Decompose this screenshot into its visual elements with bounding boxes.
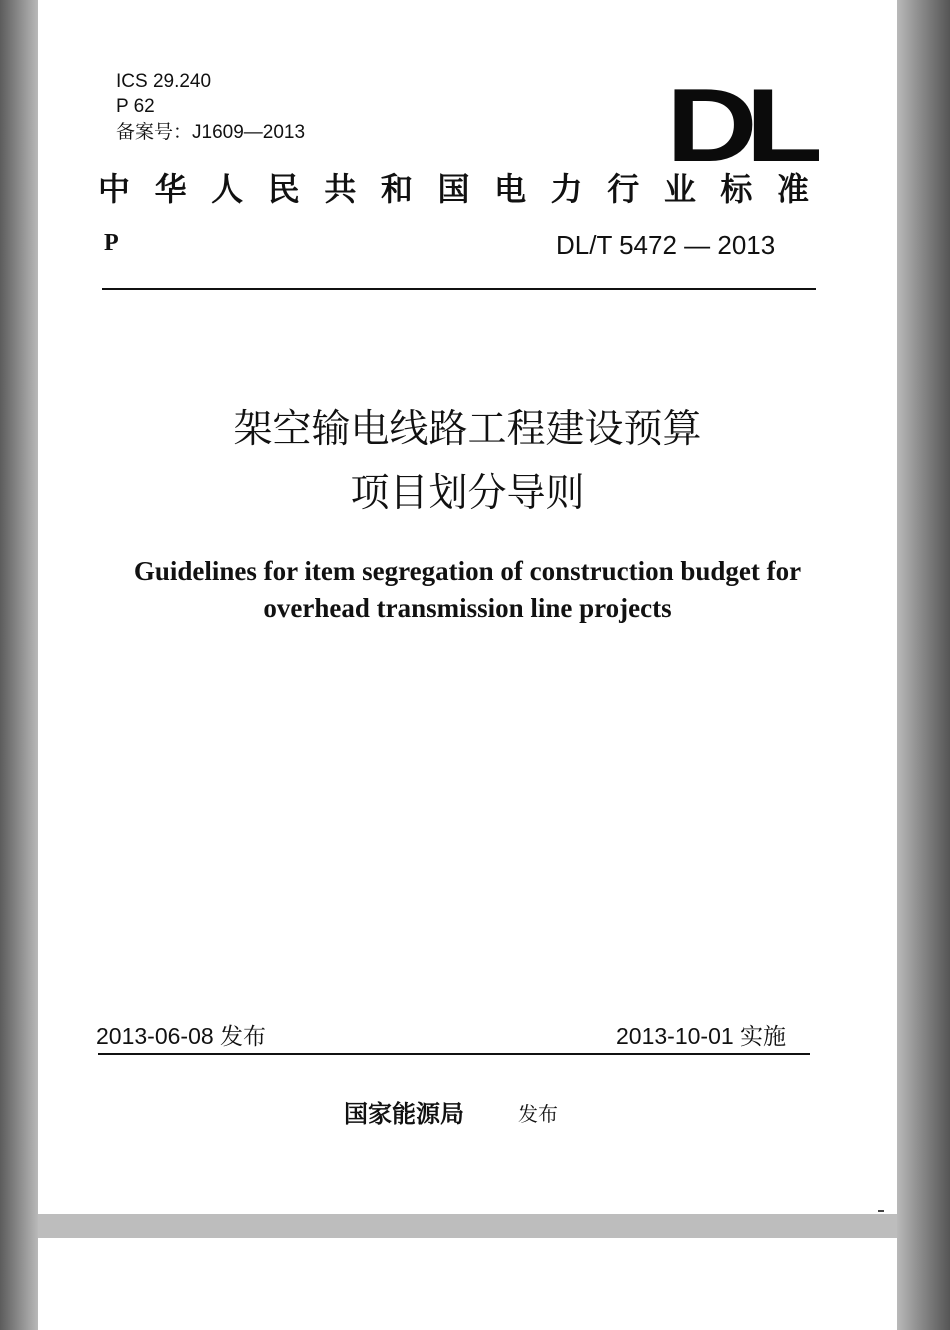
chinese-title-line-1: 架空输电线路工程建设预算 xyxy=(233,407,702,452)
chinese-title-line-2: 项目划分导则 xyxy=(350,471,585,516)
english-title-line-1: Guidelines for item segregation of construction budget for xyxy=(133,556,802,586)
english-title xyxy=(58,553,877,627)
document-page xyxy=(38,0,897,1214)
scan-mark xyxy=(878,1210,884,1212)
next-page xyxy=(38,1238,897,1330)
right-page-shadow xyxy=(897,0,950,1330)
standard-number: DL/T 5472 — 2013 xyxy=(556,230,776,260)
effective-date: 2013-10-01 实施 xyxy=(616,1023,787,1049)
dl-logo: DL xyxy=(666,68,811,184)
chinese-title xyxy=(38,398,897,526)
issuer-name: 国家能源局 xyxy=(344,1099,464,1128)
standard-type: 中华人民共和国电力行业标准 xyxy=(98,170,818,208)
english-title-line-2: overhead transmission line projects xyxy=(263,593,672,623)
issuer-action: 发布 xyxy=(518,1102,558,1126)
ics-code: ICS 29.240 xyxy=(116,71,212,92)
filing-number: 备案号：J1609—2013 xyxy=(116,122,306,143)
footer-divider xyxy=(98,1053,810,1055)
left-page-shadow xyxy=(0,0,38,1330)
category-code: P 62 xyxy=(116,96,155,117)
header-divider xyxy=(102,288,816,290)
category-letter: P xyxy=(104,230,119,256)
publish-date: 2013-06-08 发布 xyxy=(96,1023,267,1049)
